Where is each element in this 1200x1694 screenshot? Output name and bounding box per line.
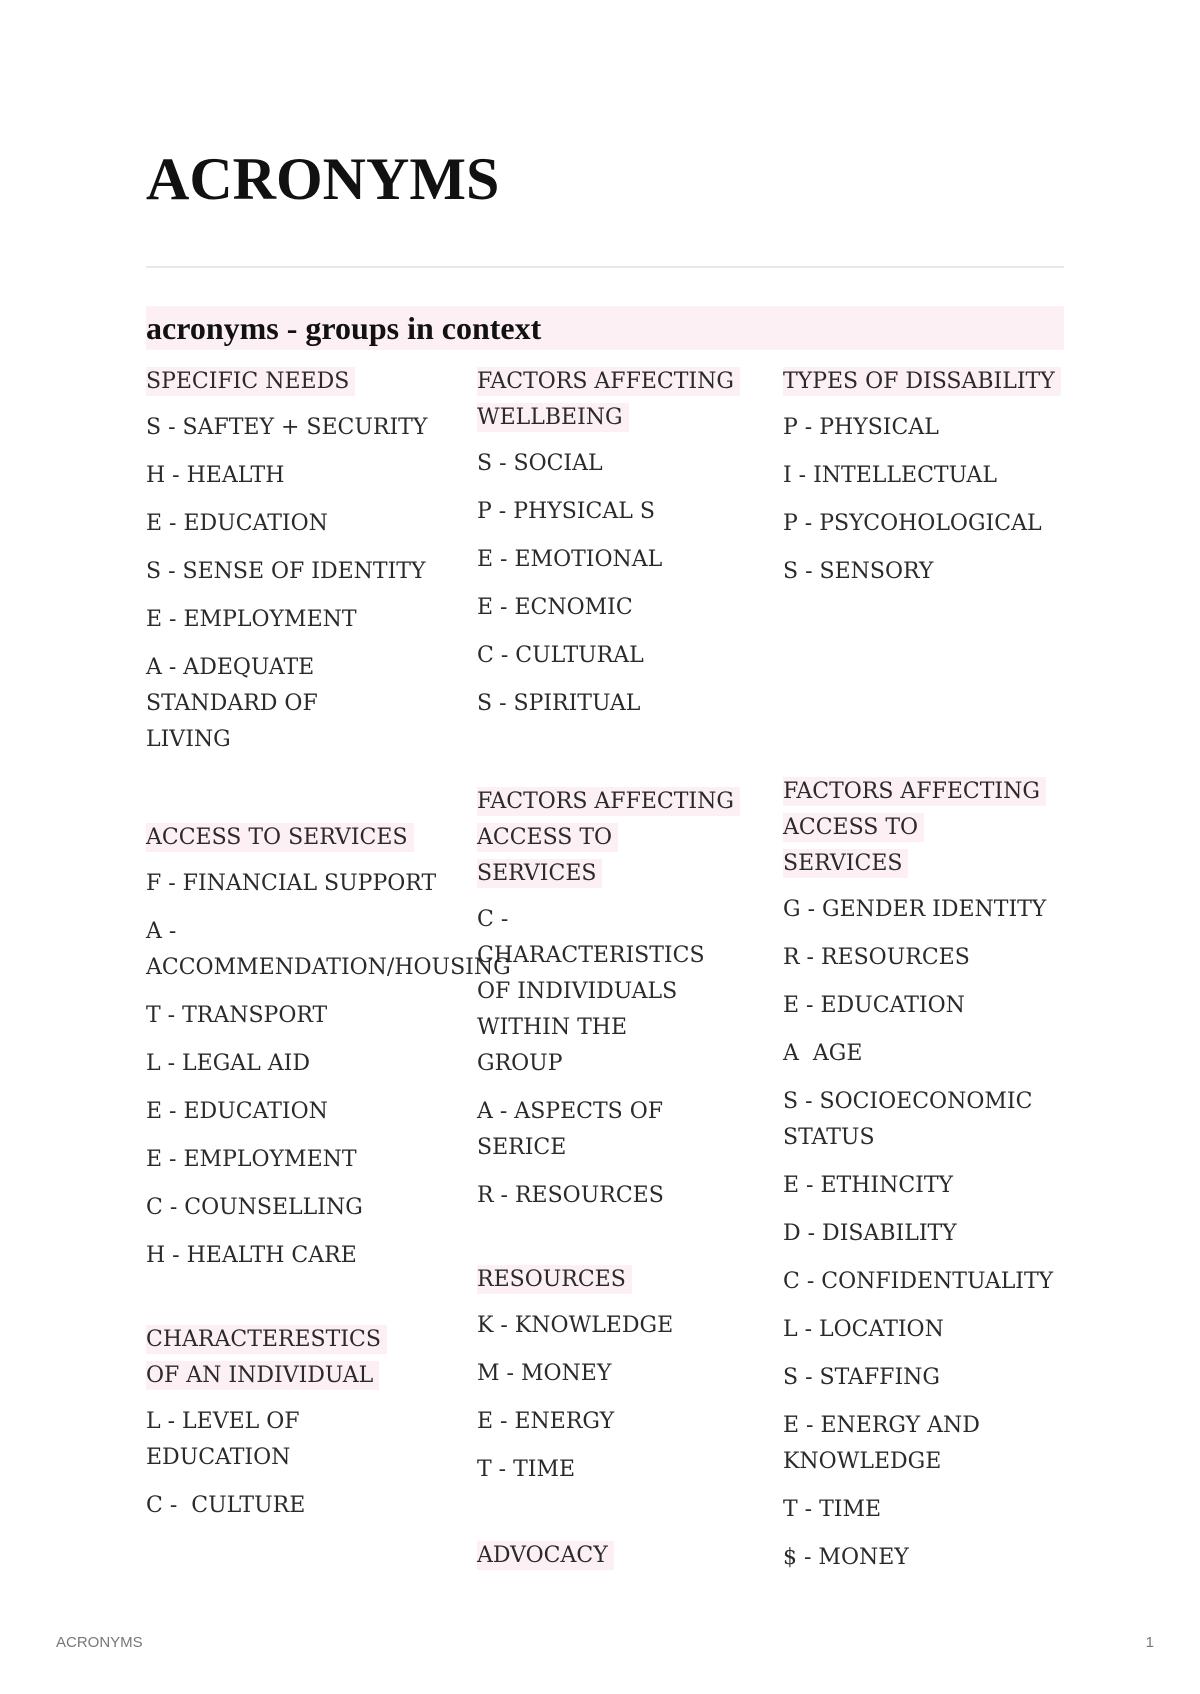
list-item: E - ENERGY AND KNOWLEDGE bbox=[783, 1413, 980, 1474]
list-item: A - ADEQUATE STANDARD OF LIVING bbox=[146, 655, 318, 752]
list-item: R - RESOURCES bbox=[477, 1183, 664, 1208]
list-item: A - ACCOMMENDATION/HOUSING bbox=[146, 919, 511, 980]
list-item: A - ASPECTS OF SERICE bbox=[477, 1099, 664, 1160]
list-item: S - SPIRITUAL bbox=[477, 691, 641, 716]
page-title: ACRONYMS bbox=[146, 146, 500, 212]
group-factors-access-2 bbox=[783, 774, 1073, 1576]
group-types-of-disability bbox=[783, 364, 1073, 590]
list-item: F - FINANCIAL SUPPORT bbox=[146, 871, 437, 896]
list-item: K - KNOWLEDGE bbox=[477, 1313, 674, 1338]
list-item: A AGE bbox=[783, 1041, 863, 1066]
page-number: 1 bbox=[1145, 1634, 1154, 1651]
list-item: T - TIME bbox=[783, 1497, 882, 1522]
list-item: T - TIME bbox=[477, 1457, 576, 1482]
list-item: S - SENSORY bbox=[783, 559, 934, 584]
list-item: L - LEVEL OF EDUCATION bbox=[146, 1409, 300, 1470]
list-item: S - SOCIAL bbox=[477, 451, 603, 476]
group-advocacy bbox=[477, 1538, 739, 1574]
list-item: S - SOCIOECONOMIC STATUS bbox=[783, 1089, 1033, 1150]
list-item: C - COUNSELLING bbox=[146, 1195, 363, 1220]
group-access-to-services bbox=[146, 820, 511, 1274]
list-item: H - HEALTH CARE bbox=[146, 1243, 357, 1268]
list-item: R - RESOURCES bbox=[783, 945, 970, 970]
list-item: E - ETHINCITY bbox=[783, 1173, 954, 1198]
list-item: E - EMPLOYMENT bbox=[146, 1147, 357, 1172]
column-1 bbox=[146, 364, 511, 1536]
group-heading: ACCESS TO SERVICES bbox=[146, 823, 414, 852]
list-item: T - TRANSPORT bbox=[146, 1003, 328, 1028]
list-item: M - MONEY bbox=[477, 1361, 612, 1386]
list-item: E - EDUCATION bbox=[146, 511, 328, 536]
list-item: C - CONFIDENTUALITY bbox=[783, 1269, 1054, 1294]
list-item: I - INTELLECTUAL bbox=[783, 463, 997, 488]
group-specific-needs bbox=[146, 364, 446, 758]
list-item: S - SAFTEY + SECURITY bbox=[146, 415, 428, 440]
list-item: C - CULTURE bbox=[146, 1493, 306, 1518]
list-item: E - EDUCATION bbox=[783, 993, 965, 1018]
list-item: C - CULTURAL bbox=[477, 643, 644, 668]
group-factors-wellbeing bbox=[477, 364, 739, 722]
divider bbox=[146, 266, 1064, 268]
list-item: E - ECNOMIC bbox=[477, 595, 633, 620]
group-heading: SPECIFIC NEEDS bbox=[146, 367, 355, 396]
list-item: E - ENERGY bbox=[477, 1409, 615, 1434]
list-item: L - LEGAL AID bbox=[146, 1051, 310, 1076]
list-item: S - SENSE OF IDENTITY bbox=[146, 559, 426, 584]
group-heading: TYPES OF DISSABILITY bbox=[783, 367, 1061, 396]
list-item: P - PHYSICAL S bbox=[477, 499, 655, 524]
list-item: L - LOCATION bbox=[783, 1317, 944, 1342]
group-heading: FACTORS AFFECTING WELLBEING bbox=[477, 367, 740, 432]
list-item: E - EMPLOYMENT bbox=[146, 607, 357, 632]
list-item: P - PHYSICAL bbox=[783, 415, 939, 440]
column-3 bbox=[783, 364, 1073, 1588]
list-item: D - DISABILITY bbox=[783, 1221, 957, 1246]
group-characteristics bbox=[146, 1322, 446, 1524]
list-item: H - HEALTH bbox=[146, 463, 285, 488]
list-item: P - PSYCOHOLOGICAL bbox=[783, 511, 1042, 536]
list-item: $ - MONEY bbox=[783, 1545, 909, 1570]
group-heading: CHARACTERESTICS OF AN INDIVIDUAL bbox=[146, 1325, 387, 1390]
group-resources bbox=[477, 1262, 739, 1488]
column-2 bbox=[477, 364, 739, 1584]
footer-title: ACRONYMS bbox=[56, 1634, 143, 1651]
group-heading: FACTORS AFFECTING ACCESS TO SERVICES bbox=[477, 787, 740, 888]
list-item: S - STAFFING bbox=[783, 1365, 940, 1390]
group-heading: RESOURCES bbox=[477, 1265, 632, 1294]
group-factors-access bbox=[477, 784, 739, 1214]
group-heading: ADVOCACY bbox=[477, 1541, 614, 1570]
list-item: C - CHARACTERISTICS OF INDIVIDUALS WITHIN THE GROUP bbox=[477, 907, 705, 1076]
list-item: G - GENDER IDENTITY bbox=[783, 897, 1047, 922]
section-heading: acronyms - groups in context bbox=[146, 306, 1064, 350]
list-item: E - EDUCATION bbox=[146, 1099, 328, 1124]
group-heading: FACTORS AFFECTING ACCESS TO SERVICES bbox=[783, 777, 1046, 878]
list-item: E - EMOTIONAL bbox=[477, 547, 663, 572]
